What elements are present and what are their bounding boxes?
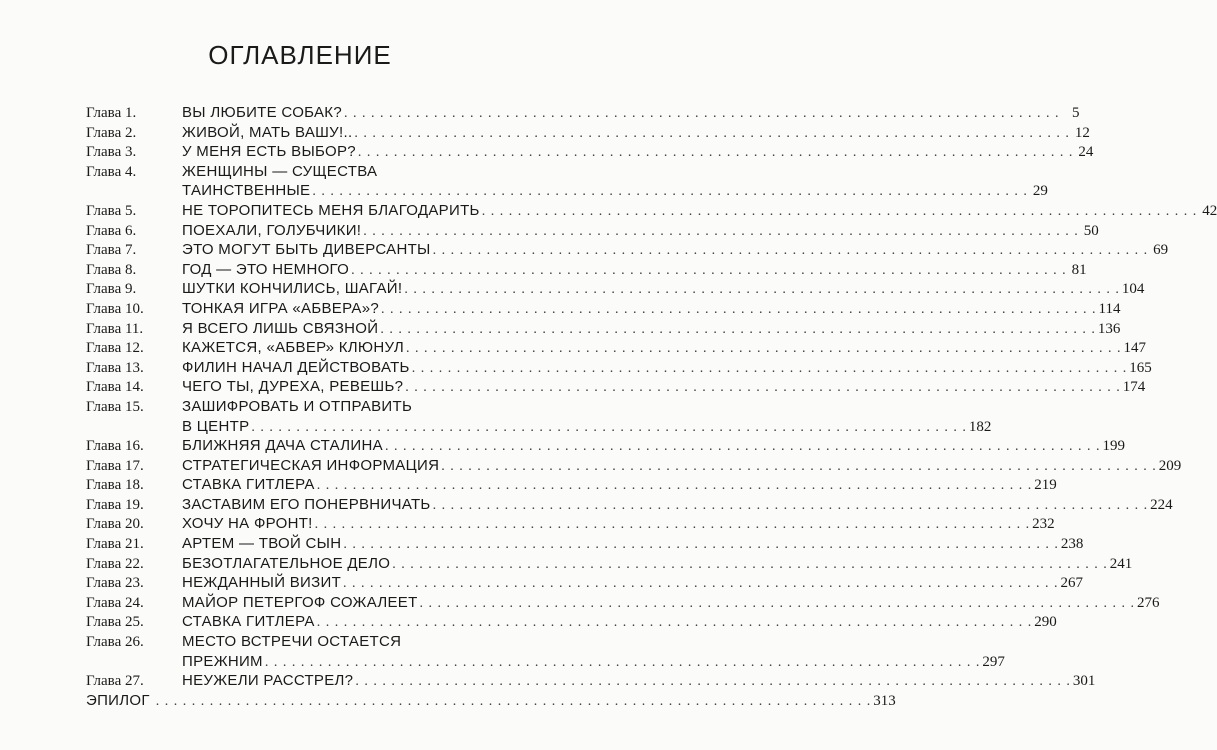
leader-dots — [420, 594, 1136, 614]
toc-entry — [86, 397, 518, 417]
chapter-title: ХОЧУ НА ФРОНТ! — [182, 515, 313, 533]
toc-entry — [86, 436, 1125, 456]
leader-dots — [404, 280, 1120, 300]
toc-entry — [86, 338, 1146, 358]
page-number: 224 — [1150, 496, 1173, 513]
toc-entry — [86, 691, 896, 711]
page-number: 267 — [1060, 575, 1084, 592]
chapter-label: Глава 12. — [86, 340, 144, 357]
page-number: 241 — [1109, 555, 1133, 572]
chapter-title-cont: ПРЕЖНИМ — [182, 652, 263, 670]
chapter-label: Глава 25. — [86, 614, 144, 631]
page-title: ОГЛАВЛЕНИЕ — [208, 40, 392, 70]
leader-dots — [380, 320, 1096, 340]
page-number: 69 — [1153, 242, 1169, 259]
chapter-title: ФИЛИН НАЧАЛ ДЕЙСТВОВАТЬ — [182, 358, 410, 376]
chapter-label: Глава 21. — [86, 536, 144, 553]
leader-dots — [358, 143, 1074, 163]
page-number: 81 — [1071, 261, 1087, 278]
leader-dots — [482, 202, 1198, 222]
leader-dots — [315, 515, 1031, 535]
chapter-title: ШУТКИ КОНЧИЛИСЬ, ШАГАЙ! — [182, 280, 403, 298]
leader-dots — [317, 613, 1033, 633]
leader-dots — [312, 182, 1028, 202]
page-number: 219 — [1034, 477, 1057, 494]
chapter-label: Глава 1. — [86, 105, 137, 121]
chapter-title: НЕ ТОРОПИТЕСЬ МЕНЯ БЛАГОДАРИТЬ — [182, 201, 480, 219]
leader-dots — [343, 574, 1059, 594]
chapter-label: Глава 3. — [86, 144, 137, 161]
chapter-label: Глава 10. — [86, 300, 144, 317]
chapter-label: Глава 26. — [86, 634, 144, 651]
page-number: 276 — [1137, 594, 1160, 611]
toc-entry-continuation — [86, 417, 992, 437]
chapter-label: ЭПИЛОГ — [86, 691, 150, 709]
chapter-title: БЛИЖНЯЯ ДАЧА СТАЛИНА — [182, 437, 383, 455]
toc-entry — [86, 671, 1096, 691]
chapter-label: Глава 24. — [86, 594, 144, 611]
chapter-label: Глава 18. — [86, 477, 144, 494]
toc-entry — [86, 495, 1173, 515]
toc-entry — [86, 240, 1169, 260]
chapter-label: Глава 5. — [86, 202, 137, 219]
chapter-title: Я ВСЕГО ЛИШЬ СВЯЗНОЙ — [182, 319, 379, 337]
chapter-title: ПОЕХАЛИ, ГОЛУБЧИКИ! — [182, 221, 362, 239]
chapter-label: Глава 19. — [86, 496, 144, 513]
chapter-title: У МЕНЯ ЕСТЬ ВЫБОР? — [182, 143, 356, 161]
chapter-label: Глава 11. — [86, 320, 144, 337]
chapter-label: Глава 23. — [86, 575, 144, 592]
page-number: 42 — [1202, 202, 1217, 219]
chapter-label: Глава 15. — [86, 398, 144, 415]
leader-dots — [381, 300, 1097, 320]
page-number: 165 — [1129, 359, 1152, 376]
leader-dots — [156, 692, 872, 712]
toc-entry — [86, 475, 1057, 495]
page-number: 24 — [1078, 144, 1094, 161]
toc-entry-continuation — [86, 652, 1005, 672]
leader-dots — [354, 124, 1070, 144]
chapter-title: ЖЕНЩИНЫ — СУЩЕСТВА — [182, 162, 378, 180]
toc-entry — [86, 201, 1217, 221]
chapter-label: Глава 27. — [86, 673, 144, 690]
toc-entry — [86, 456, 1182, 476]
chapter-title: ЗАШИФРОВАТЬ И ОТПРАВИТЬ — [182, 397, 413, 415]
chapter-title: АРТЕМ — ТВОЙ СЫН — [182, 535, 342, 553]
toc-entry — [86, 260, 1087, 280]
toc-entry — [86, 632, 518, 652]
page-number: 290 — [1034, 614, 1057, 631]
chapter-label: Глава 6. — [86, 222, 137, 239]
chapter-title: МАЙОР ПЕТЕРГОФ СОЖАЛЕЕТ — [182, 593, 418, 611]
page-number: 12 — [1074, 124, 1090, 141]
chapter-label: Глава 17. — [86, 457, 144, 474]
chapter-title-cont: В ЦЕНТР — [182, 417, 250, 435]
chapter-title: НЕУЖЕЛИ РАССТРЕЛ? — [182, 672, 354, 690]
toc-entry — [86, 103, 1080, 123]
chapter-label: Глава 4. — [86, 163, 137, 180]
leader-dots — [344, 104, 1060, 124]
toc-entry — [86, 612, 1057, 632]
chapter-title: МЕСТО ВСТРЕЧИ ОСТАЕТСЯ — [182, 633, 402, 651]
chapter-title: БЕЗОТЛАГАТЕЛЬНОЕ ДЕЛО — [182, 554, 391, 572]
chapter-title: НЕЖДАННЫЙ ВИЗИТ — [182, 574, 342, 592]
chapter-title: ЭТО МОГУТ БЫТЬ ДИВЕРСАНТЫ — [182, 241, 431, 259]
leader-dots — [265, 653, 981, 673]
chapter-title: ТОНКАЯ ИГРА «АБВЕРА»? — [182, 299, 380, 317]
leader-dots — [433, 496, 1149, 516]
toc-entry — [86, 279, 1145, 299]
toc-entry — [86, 123, 1090, 143]
page-number: 199 — [1102, 438, 1125, 455]
chapter-title: ЖИВОЙ, МАТЬ ВАШУ!.. — [182, 123, 353, 141]
page-number: 301 — [1072, 673, 1096, 690]
chapter-label: Глава 2. — [86, 124, 137, 141]
chapter-title-cont: ТАИНСТВЕННЫЕ — [182, 182, 311, 200]
page-number: 209 — [1158, 457, 1182, 474]
leader-dots — [406, 339, 1122, 359]
leader-dots — [441, 457, 1157, 477]
leader-dots — [405, 378, 1121, 398]
chapter-title: СТАВКА ГИТЛЕРА — [182, 476, 315, 494]
leader-dots — [433, 241, 1149, 261]
toc-entry — [86, 554, 1133, 574]
chapter-title: СТАВКА ГИТЛЕРА — [182, 613, 315, 631]
page-number: 297 — [982, 653, 1005, 670]
toc-entry — [86, 593, 1160, 613]
leader-dots — [392, 555, 1108, 575]
chapter-title: ВЫ ЛЮБИТЕ СОБАК? — [182, 104, 342, 121]
chapter-label: Глава 22. — [86, 555, 144, 572]
page-number: 29 — [1032, 183, 1048, 200]
page-number: 174 — [1122, 379, 1146, 396]
chapter-label: Глава 16. — [86, 438, 144, 455]
page-number: 232 — [1032, 516, 1055, 533]
toc-entry — [86, 377, 1146, 397]
page-number: 147 — [1123, 340, 1146, 357]
page-number: 313 — [873, 692, 896, 709]
chapter-title: СТРАТЕГИЧЕСКАЯ ИНФОРМАЦИЯ — [182, 456, 440, 474]
toc-entry-continuation — [86, 181, 1048, 201]
table-of-contents — [86, 103, 1217, 710]
chapter-title: ЗАСТАВИМ ЕГО ПОНЕРВНИЧАТЬ — [182, 495, 431, 513]
page-number: 50 — [1083, 222, 1099, 239]
toc-entry — [86, 299, 1121, 319]
chapter-label: Глава 7. — [86, 242, 137, 259]
toc-entry — [86, 514, 1055, 534]
chapter-title: ГОД — ЭТО НЕМНОГО — [182, 260, 350, 278]
chapter-title: КАЖЕТСЯ, «АБВЕР» КЛЮНУЛ — [182, 339, 404, 357]
page-number: 238 — [1060, 536, 1084, 553]
leader-dots — [251, 418, 967, 438]
leader-dots — [385, 437, 1101, 457]
page-number: 5 — [1071, 105, 1080, 121]
chapter-label: Глава 8. — [86, 261, 137, 278]
toc-entry — [86, 162, 518, 182]
page-number: 104 — [1121, 281, 1145, 298]
chapter-label: Глава 9. — [86, 281, 137, 298]
leader-dots — [355, 672, 1071, 692]
leader-dots — [363, 222, 1079, 242]
chapter-label: Глава 14. — [86, 379, 144, 396]
toc-entry — [86, 358, 1152, 378]
chapter-label: Глава 20. — [86, 516, 144, 533]
leader-dots — [343, 535, 1059, 555]
leader-dots — [351, 261, 1067, 281]
toc-entry — [86, 142, 1094, 162]
leader-dots — [317, 476, 1033, 496]
page-number: 136 — [1097, 320, 1121, 337]
toc-entry — [86, 221, 1099, 241]
toc-entry — [86, 573, 1084, 593]
chapter-title: ЧЕГО ТЫ, ДУРЕХА, РЕВЕШЬ? — [182, 378, 404, 396]
chapter-label: Глава 13. — [86, 359, 144, 376]
toc-entry — [86, 534, 1084, 554]
leader-dots — [412, 359, 1128, 379]
toc-entry — [86, 319, 1121, 339]
page-number: 114 — [1098, 300, 1121, 317]
page-number: 182 — [968, 418, 992, 435]
